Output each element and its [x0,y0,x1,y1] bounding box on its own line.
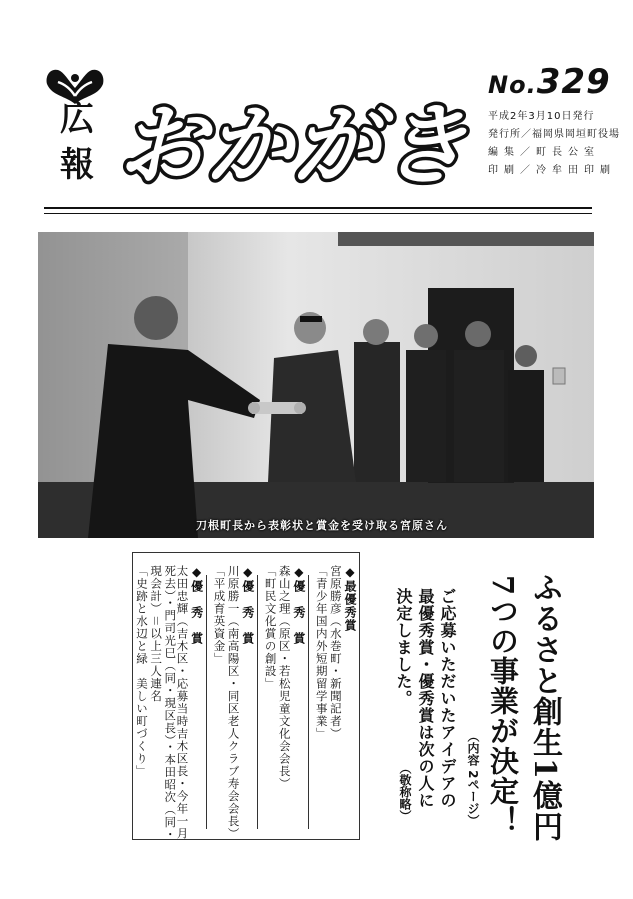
header-rule-thin [44,213,592,214]
masthead-title-text: おかがき [118,94,468,192]
awards-divider [206,575,207,829]
lead-text-1: ご応募いただいたアイデアの [438,588,457,809]
excellent-prize-title: 「町民文化賞の創設」 [263,565,278,690]
issue-date: 平成2年3月10日発行 [488,111,595,122]
excellent-prize-winner-cont: 死去）・門司光巳（同・現区長）・本田昭次（同・ [163,565,178,841]
headline-line-1: ふるさと創生1億円 [527,572,562,842]
awards-divider [308,575,309,829]
publisher: 発行所／福岡県岡垣町役場 [488,129,620,140]
grand-prize-winner: 宮原勝彦（水巻町・新聞記者） [328,565,343,740]
printer: 印刷／冷牟田印刷 [488,165,616,176]
masthead-kanji-bottom: 報 [60,145,94,185]
award-ceremony-photo [38,232,594,538]
issue-number [488,62,611,102]
lead-text-2: 最優秀賞・優秀賞は次の人に [416,588,435,809]
grand-prize-title: 「青少年国内外短期留学事業」 [314,565,329,740]
awards-box [132,552,360,840]
grand-prize-heading: ◆最優秀賞 [343,565,357,632]
photo-caption: 刀根町長から表彰状と賞金を受け取る宮原さん [196,519,448,532]
excellent-prize-winner: 森山之理（原区・若松児童文化会会長） [277,565,292,790]
excellent-prize-heading: ◆優 秀 賞 [291,565,306,645]
page-reference: （内容 2ページ） [466,730,480,827]
masthead-title [114,84,474,192]
issue-prefix: No. [488,71,537,99]
lead-text-3: 決定しました。 [394,588,413,707]
excellent-prize-winner-cont2: 現会計）＝以上三人連名 [149,565,164,703]
excellent-prize-winner: 太田忠輝（吉木区・応募当時吉木区長・今年一月 [175,565,190,840]
honorific-note: （敬称略） [398,762,412,822]
editor: 編集／町長公室 [488,147,600,158]
excellent-prize-winner: 川原勝一（南高陽区・同区老人クラブ寿会会長） [226,565,241,840]
header-rule-thick [44,207,592,209]
excellent-prize-title: 「史跡と水辺と緑 美しい町づくり」 [135,565,149,778]
issue-value: 329 [536,62,611,102]
masthead-kanji-top: 広 [60,99,94,139]
excellent-prize-heading: ◆優 秀 賞 [240,565,255,645]
awards-divider [257,575,258,829]
headline-line-2: 7つの事業が決定！ [486,575,520,837]
excellent-prize-title: 「平成育英資金」 [212,565,227,665]
excellent-prize-heading: ◆優 秀 賞 [189,565,204,645]
